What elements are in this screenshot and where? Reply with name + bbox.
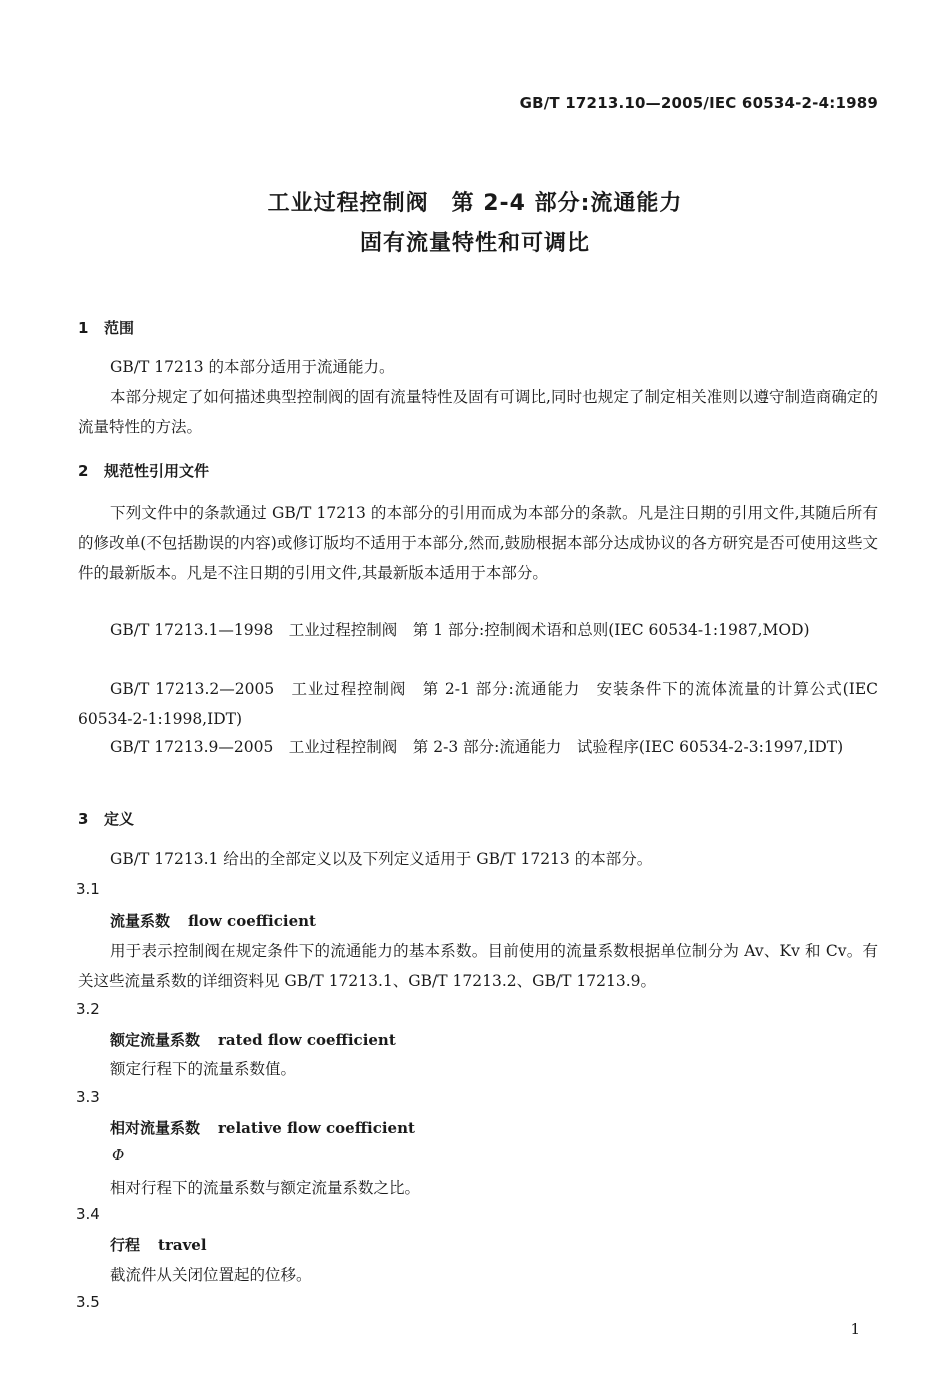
definition-text: 相对行程下的流量系数与额定流量系数之比。: [110, 1179, 421, 1197]
paragraph: 下列文件中的条款通过 GB/T 17213 的本部分的引用而成为本部分的条款。凡是注日期的引用文件,其随后所有的修改单(不包括勘误的内容)或修订版均不适用于本部分,然而,鼓励根据本部分达成协议的各方研究是否可使用这些文件的最新版本。凡是不注日期的引用文件,其最新版本适用于本部分。: [78, 504, 878, 582]
paragraph: 本部分规定了如何描述典型控制阀的固有流量特性及固有可调比,同时也规定了制定相关准则以遵守制造商确定的流量特性的方法。: [78, 388, 878, 436]
standard-code-header: GB/T 17213.10—2005/IEC 60534-2-4:1989: [519, 94, 878, 112]
section-number: 3: [78, 810, 89, 828]
definition-term: [110, 910, 316, 931]
document-title-line1: 工业过程控制阀 第 2-4 部分:流通能力: [267, 191, 683, 216]
section-number: 2: [78, 462, 89, 480]
definition-term: [110, 1117, 415, 1138]
term-english: rated flow coefficient: [218, 1031, 396, 1049]
term-chinese: 流量系数: [110, 912, 171, 930]
paragraph: GB/T 17213 的本部分适用于流通能力。: [110, 358, 395, 376]
reference-entry: GB/T 17213.1—1998 工业过程控制阀 第 1 部分:控制阀术语和总则(IEC 60534-1:1987,MOD): [110, 621, 810, 639]
section-heading-normative-references: [78, 460, 209, 481]
definition-text: 用于表示控制阀在规定条件下的流通能力的基本系数。目前使用的流量系数根据单位制分为 Av、Kv 和 Cv。有关这些流量系数的详细资料见 GB/T 17213.1、GB/T 17213.2、GB/T 17213.9。: [78, 942, 878, 990]
document-title-line2: 固有流量特性和可调比: [359, 231, 590, 256]
definition-number: 3.5: [76, 1293, 100, 1311]
section-title: 范围: [104, 319, 135, 337]
definition-text: 额定行程下的流量系数值。: [110, 1060, 297, 1078]
definition-number: 3.4: [76, 1205, 100, 1223]
term-english: relative flow coefficient: [218, 1119, 415, 1137]
page-number: 1: [850, 1320, 860, 1338]
definition-text: 截流件从关闭位置起的位移。: [110, 1266, 312, 1284]
section-number: 1: [78, 319, 89, 337]
term-english: travel: [158, 1236, 207, 1254]
definition-number: 3.1: [76, 880, 100, 898]
paragraph: GB/T 17213.1 给出的全部定义以及下列定义适用于 GB/T 17213 的本部分。: [110, 850, 653, 868]
term-english: flow coefficient: [188, 912, 316, 930]
definition-term: [110, 1234, 207, 1255]
term-chinese: 额定流量系数: [110, 1031, 201, 1049]
term-chinese: 相对流量系数: [110, 1119, 201, 1137]
reference-entry: GB/T 17213.9—2005 工业过程控制阀 第 2-3 部分:流通能力 试验程序(IEC 60534-2-3:1997,IDT): [110, 738, 844, 756]
section-heading-definitions: [78, 808, 134, 829]
definition-number: 3.2: [76, 1000, 100, 1018]
section-title: 定义: [104, 810, 135, 828]
section-title: 规范性引用文件: [104, 462, 210, 480]
section-heading-scope: [78, 317, 134, 338]
definition-number: 3.3: [76, 1088, 100, 1106]
definition-term: [110, 1029, 396, 1050]
definition-symbol: Φ: [112, 1146, 125, 1164]
reference-entry: GB/T 17213.2—2005 工业过程控制阀 第 2-1 部分:流通能力 安装条件下的流体流量的计算公式(IEC 60534-2-1:1998,IDT): [78, 680, 878, 728]
term-chinese: 行程: [110, 1236, 141, 1254]
